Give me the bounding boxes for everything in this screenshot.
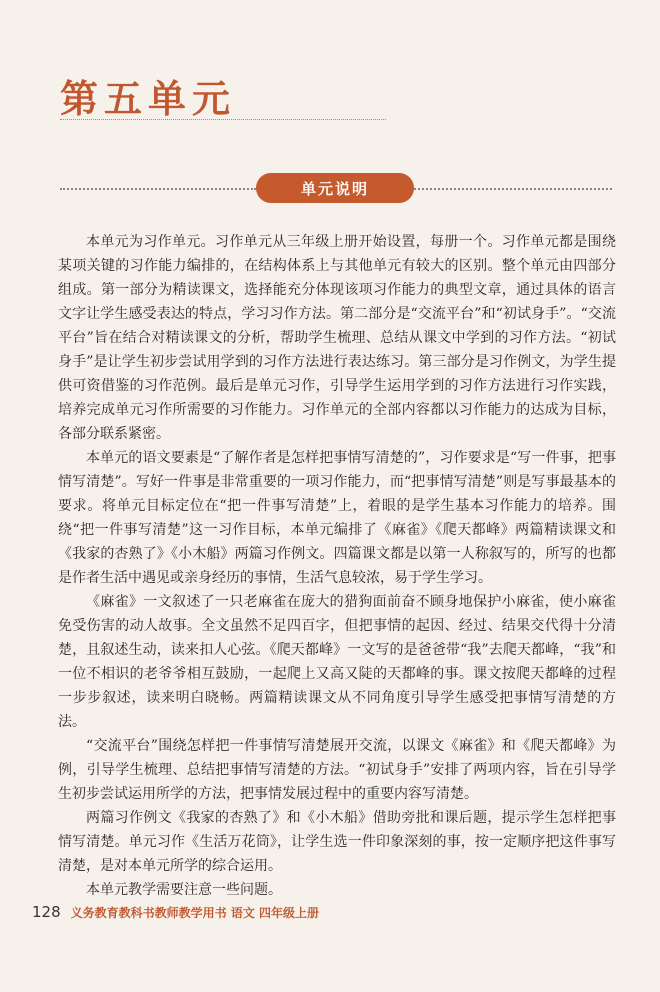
unit-title: 第五单元: [60, 76, 237, 121]
section-divider-left: [60, 188, 256, 190]
section-divider-right: [414, 188, 612, 190]
paragraph: 本单元为习作单元。习作单元从三年级上册开始设置，每册一个。习作单元都是围绕某项关键的习作能力编排的，在结构体系上与其他单元有较大的区别。整个单元由四部分组成。第一部分为精读课文，选择能充分体现该项习作能力的典型文章，通过具体的语言文字让学生感受表达的特点，学习习作方法。第二部分是“交流平台”和“初试身手”。“交流平台”旨在结合对精读课文的分析，帮助学生梳理、总结从课文中学到的习作方法。“初试身手”是让学生初步尝试用学到的习作方法进行表达练习。第三部分是习作例文，为学生提供可资借鉴的习作范例。最后是单元习作，引导学生运用学到的习作方法进行习作实践，培养完成单元习作所需要的习作能力。习作单元的全部内容都以习作能力的达成为目标，各部分联系紧密。: [58, 234, 616, 442]
book-name: 义务教育教科书教师教学用书 语文 四年级上册: [70, 906, 319, 920]
paragraph: 本单元教学需要注意一些问题。: [86, 882, 282, 898]
page-number: 128: [32, 903, 61, 921]
paragraph: 《麻雀》一文叙述了一只老麻雀在庞大的猎狗面前奋不顾身地保护小麻雀，使小麻雀免受伤害的动人故事。全文虽然不足四百字，但把事情的起因、经过、结果交代得十分清楚，且叙述生动，读来扣人心弦。《爬天都峰》一文写的是爸爸带“我”去爬天都峰，“我”和一位不相识的老爷爷相互鼓励，一起爬上又高又陡的天都峰的事。课文按爬天都峰的过程一步步叙述，读来明白晓畅。两篇精读课文从不同角度引导学生感受把事情写清楚的方法。: [58, 594, 616, 730]
section-badge: 单元说明: [256, 173, 414, 203]
paragraph: “交流平台”围绕怎样把一件事情写清楚展开交流，以课文《麻雀》和《爬天都峰》为例，引导学生梳理、总结把事情写清楚的方法。“初试身手”安排了两项内容，旨在引导学生初步尝试运用所学的方法，把事情发展过程中的重要内容写清楚。: [58, 738, 616, 802]
body-text: [58, 230, 616, 902]
title-underline: [60, 119, 386, 120]
paragraph: 本单元的语文要素是“了解作者是怎样把事情写清楚的”，习作要求是“写一件事，把事情写清楚”。写好一件事是非常重要的一项习作能力，而“把事情写清楚”则是写事最基本的要求。将单元目标定位在“把一件事写清楚”上，着眼的是学生基本习作能力的培养。围绕“把一件事写清楚”这一习作目标，本单元编排了《麻雀》《爬天都峰》两篇精读课文和《我家的杏熟了》《小木船》两篇习作例文。四篇课文都是以第一人称叙写的，所写的也都是作者生活中遇见或亲身经历的事情，生活气息较浓，易于学生学习。: [58, 450, 616, 586]
paragraph: 两篇习作例文《我家的杏熟了》和《小木船》借助旁批和课后题，提示学生怎样把事情写清楚。单元习作《生活万花筒》，让学生选一件印象深刻的事，按一定顺序把这件事写清楚，是对本单元所学的综合运用。: [58, 810, 616, 874]
page-footer: [32, 903, 319, 921]
